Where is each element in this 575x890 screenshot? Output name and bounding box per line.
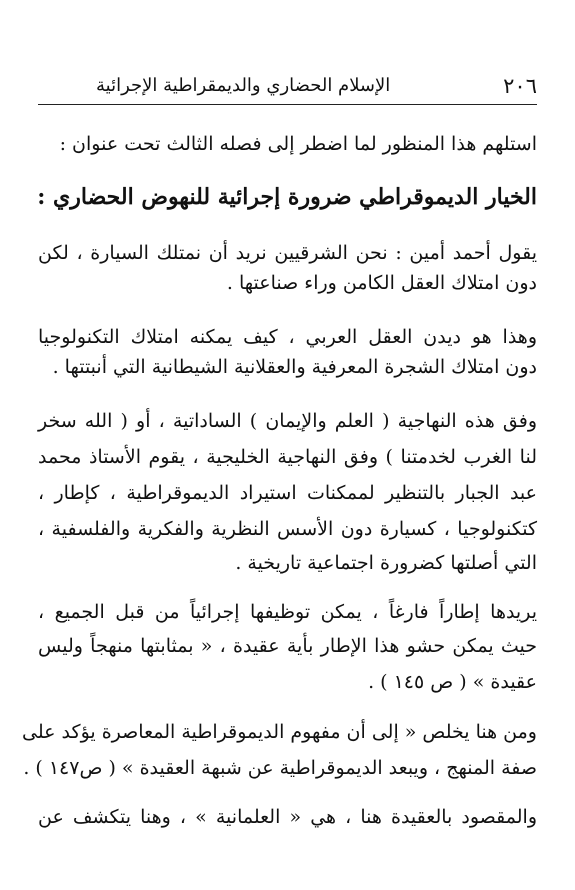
section-heading: الخيار الديموقراطي ضرورة إجرائية للنهوض الحضاري : [37,184,537,210]
paragraph-3-line-2: لنا الغرب لخدمتنا ) وفق النهاجية الخليجية ، يقوم الأستاذ محمد [38,446,537,468]
paragraph-5-line-2: صفة المنهج ، ويبعد الديموقراطية عن شبهة العقيدة » ( ص١٤٧ ) . [23,757,537,779]
page-header [38,72,537,102]
running-title: الإسلام الحضاري والديمقراطية الإجرائية [96,75,391,96]
page-number: ٢٠٦ [503,74,537,98]
paragraph-4-line-1: يريدها إطاراً فارغاً ، يمكن توظيفها إجرائياً من قبل الجميع ، [38,601,537,623]
paragraph-2-line-1: وهذا هو ديدن العقل العربي ، كيف يمكنه امتلاك التكنولوجيا [38,326,537,348]
paragraph-3-line-5: التي أصلتها كضرورة اجتماعية تاريخية . [235,552,537,574]
paragraph-3-line-1: وفق هذه النهاجية ( العلم والإيمان ) الساداتية ، أو ( الله سخر [38,410,537,432]
intro-line: استلهم هذا المنظور لما اضطر إلى فصله الثالث تحت عنوان : [59,133,537,155]
paragraph-4-line-3: عقيدة » ( ص ١٤٥ ) . [368,671,537,693]
header-rule [38,104,537,105]
paragraph-2-line-2: دون امتلاك الشجرة المعرفية والعقلانية الشيطانية التي أنبتتها . [52,356,537,378]
paragraph-3-line-4: كتكنولوجيا ، كسيارة دون الأسس النظرية والفكرية والفلسفية ، [38,518,537,540]
paragraph-1-line-1: يقول أحمد أمين : نحن الشرقيين نريد أن نمتلك السيارة ، لكن [38,242,538,264]
paragraph-6-line-1: والمقصود بالعقيدة هنا ، هي « العلمانية » ، وهنا يتكشف عن [38,806,537,828]
paragraph-5-line-1: ومن هنا يخلص « إلى أن مفهوم الديموقراطية المعاصرة يؤكد على [22,721,537,743]
paragraph-1-line-2: دون امتلاك العقل الكامن وراء صناعتها . [226,272,537,294]
paragraph-3-line-3: عبد الجبار بالتنظير لممكنات استيراد الديموقراطية ، كإطار ، [38,482,537,504]
paragraph-4-line-2: حيث يمكن حشو هذا الإطار بأية عقيدة ، « بمثابتها منهجاً وليس [38,635,537,657]
